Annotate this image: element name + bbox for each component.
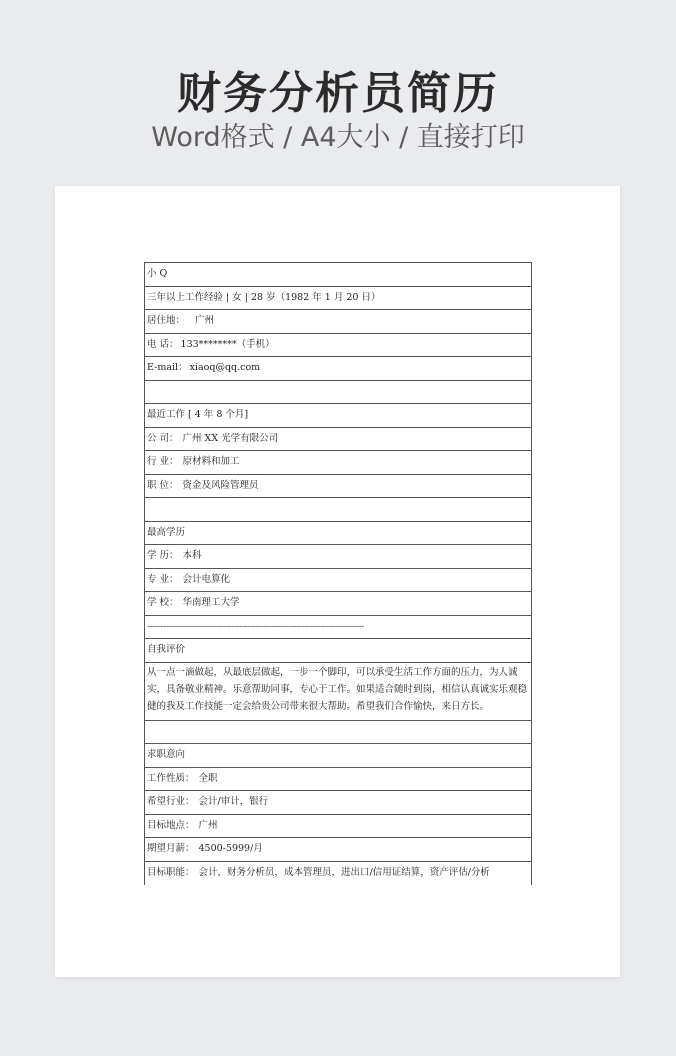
job-type-label: 工作性质： [147, 772, 195, 784]
email-row [145, 357, 531, 381]
phone-value: 133********（手机） [180, 338, 275, 350]
position-value: 资金及风险管理员 [182, 479, 259, 491]
target-location-label: 目标地点： [147, 819, 195, 831]
salary-value: 4500-5999/月 [198, 843, 263, 854]
school-row [145, 592, 531, 616]
degree-label: 学 历： [147, 550, 179, 561]
phone-label: 电 话： [147, 338, 179, 350]
email-label: E-mail： [147, 362, 188, 373]
company-value: 广州 XX 光学有限公司 [182, 432, 279, 444]
industry-value: 原材料和加工 [182, 456, 240, 467]
company-label: 公 司： [147, 432, 179, 444]
residence-row [145, 310, 531, 334]
company-row [145, 428, 531, 452]
salary-row [145, 838, 531, 862]
recent-work-heading: 最近工作 [ 4 年 8 个月] [145, 404, 531, 428]
target-location-row [145, 815, 531, 839]
blank-row [145, 498, 531, 522]
target-industry-label: 希望行业： [147, 796, 195, 807]
job-type-row [145, 768, 531, 792]
resume-summary-line: 三年以上工作经验 | 女 | 28 岁（1982 年 1 月 20 日） [145, 287, 531, 311]
phone-row [145, 334, 531, 358]
target-role-label: 目标职能： [147, 866, 195, 878]
resume-name: 小 Q [145, 263, 531, 287]
degree-row [145, 545, 531, 569]
school-value: 华南理工大学 [182, 597, 240, 608]
position-row [145, 475, 531, 499]
target-industry-row [145, 791, 531, 815]
education-heading: 最高学历 [145, 522, 531, 546]
page-title: 财务分析员简历 [177, 68, 499, 119]
job-intention-heading: 求职意向 [145, 744, 531, 768]
industry-label: 行 业： [147, 456, 179, 467]
resume-table [144, 262, 532, 885]
degree-value: 本科 [182, 550, 202, 561]
self-evaluation-text: 从一点一滴做起，从最底层做起，一步一个脚印，可以承受生活工作方面的压力，为人诚实，具备敬业精神。乐意帮助同事，专心于工作。如果适合随时到岗，相信认真诚实乐观稳健的我及工作技能一定会给贵公司带来很大帮助。希望我们合作愉快，来日方长。 [145, 663, 531, 721]
divider-row: -------------------------------------------------------------------------------- [145, 616, 531, 640]
target-location-value: 广州 [198, 819, 218, 831]
blank-row [145, 381, 531, 405]
page-subtitle: Word格式 / A4大小 / 直接打印 [151, 122, 525, 153]
email-value: xiaoq@qq.com [189, 362, 261, 373]
major-value: 会计电算化 [182, 573, 231, 585]
major-label: 专 业： [147, 573, 179, 585]
position-label: 职 位： [147, 479, 179, 491]
residence-value: 广州 [195, 315, 215, 326]
salary-label: 期望月薪： [147, 843, 195, 854]
self-evaluation-heading: 自我评价 [145, 639, 531, 663]
job-type-value: 全职 [198, 772, 218, 784]
target-industry-value: 会计/审计，银行 [198, 796, 269, 807]
residence-label: 居住地： [147, 315, 186, 326]
major-row [145, 569, 531, 593]
industry-row [145, 451, 531, 475]
target-role-row [145, 862, 531, 886]
blank-row [145, 721, 531, 745]
document-page [55, 186, 620, 977]
target-role-value: 会计，财务分析员，成本管理员，进出口/信用证结算，资产评估/分析 [198, 866, 490, 878]
school-label: 学 校： [147, 597, 179, 608]
